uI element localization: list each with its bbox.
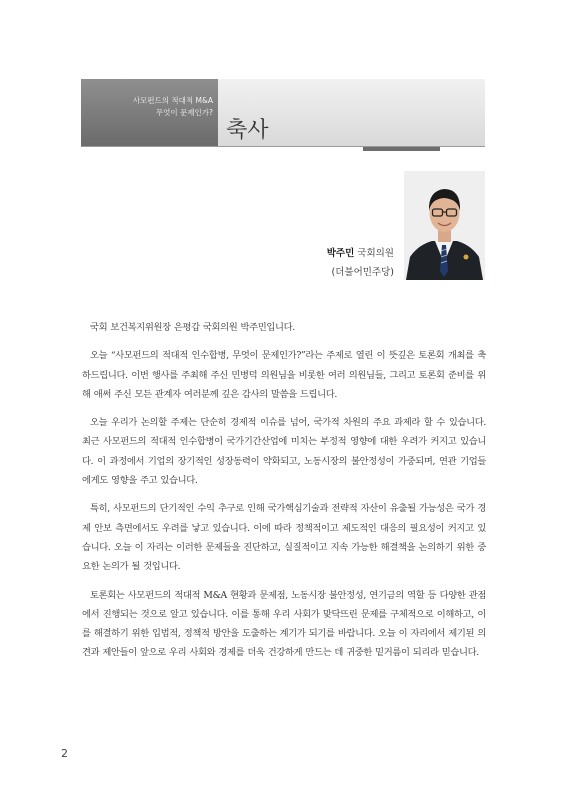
author-block: [327, 244, 394, 282]
paragraph-4: 특히, 사모펀드의 단기적인 수익 추구로 인해 국가핵심기술과 전략적 자산이 유출될 가능성은 국가 경제 안보 측면에서도 우려를 낳고 있습니다. 이에 따라 정책적이고 제도적인 대응의 필요성이 커지고 있습니다. 오늘 이 자리는 이러한 문제들을 진단하고, 실질적이고 지속 가능한 해결책을 논의하기 위한 중요한 논의가 될 것입니다.: [82, 503, 486, 573]
page-title: 축사: [226, 118, 269, 143]
header-subtitle-line1: 사모펀드의 적대적 M&A: [132, 96, 213, 105]
author-party: (더불어민주당): [331, 267, 394, 278]
paragraph-1: 국회 보건복지위원장 은평갑 국회의원 박주민입니다.: [90, 322, 295, 333]
header-subtitle-line2: 무엇이 문제인가?: [155, 108, 213, 117]
header-subtitle: [81, 95, 213, 119]
paragraph-3: 오늘 우리가 논의할 주제는 단순히 경제적 이슈를 넘어, 국가적 차원의 주요 과제라 할 수 있습니다. 최근 사모펀드의 적대적 인수합병이 국가기간산업에 미치는 부정적 영향에 대한 우려가 커지고 있습니다. 이 과정에서 기업의 장기적인 성장동력이 약화되고, 노동시장의 불안정성이 가중되며, 연관 기업들에게도 영향을 주고 있습니다.: [82, 417, 486, 487]
page-number: 2: [61, 747, 68, 760]
speech-body: [82, 318, 486, 672]
author-name: 박주민: [326, 248, 355, 259]
author-line: [327, 244, 394, 263]
author-role: 국회의원: [357, 248, 394, 259]
paragraph-2: 오늘 “사모펀드의 적대적 인수합병, 무엇이 문제인가?”라는 주제로 열린 이 뜻깊은 토론회 개최를 축하드립니다. 이번 행사를 주최해 주신 민병덕 의원님을 비롯한 여러 의원님들, 그리고 토론회 준비를 위해 애써 주신 모든 관계자 여러분께 깊은 감사의 말씀을 드립니다.: [82, 350, 486, 400]
header-accent-bar: [363, 147, 440, 151]
author-portrait-photo: [404, 171, 485, 280]
paragraph-5: 토론회는 사모펀드의 적대적 M&A 현황과 문제점, 노동시장 불안정성, 연기금의 역할 등 다양한 관점에서 진행되는 것으로 알고 있습니다. 이를 통해 우리 사회가 맞닥뜨린 문제를 구체적으로 이해하고, 이를 해결하기 위한 입법적, 정책적 방안을 도출하는 계기가 되기를 바랍니다. 오늘 이 자리에서 제기된 의견과 제안들이 앞으로 우리 사회와 경제를 더욱 건강하게 만드는 데 귀중한 밑거름이 되리라 믿습니다.: [82, 589, 486, 659]
portrait-illustration: [404, 171, 485, 280]
